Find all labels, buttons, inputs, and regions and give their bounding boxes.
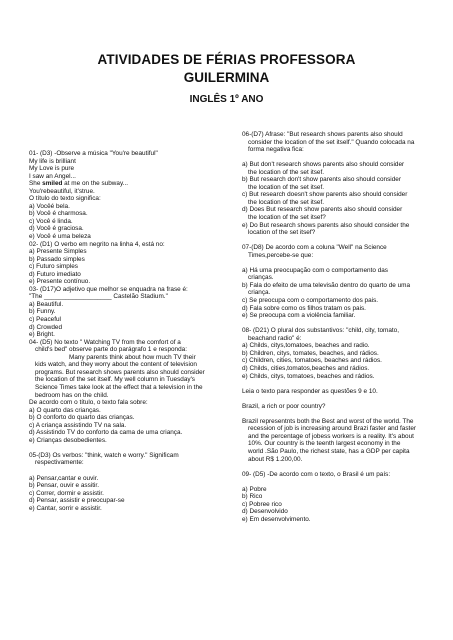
- option-cont: criança.: [248, 289, 271, 297]
- question-5: 05-(D3) Os verbos: "think, watch e worry." Significam: [29, 451, 179, 459]
- passage-line: about R$ 1.200,00.: [248, 455, 303, 463]
- question-7: 07-(D8) De acordo com a coluna "Well" na Science: [242, 244, 387, 252]
- option: a) But don't research shows parents also should consider: [242, 161, 405, 169]
- option: e) Crianças desobedientes.: [29, 436, 107, 444]
- question-8: 08- (D21) O plural dos substantivos: "child, city, tomato,: [242, 327, 400, 335]
- option: b) But research don't show parents also should consider: [242, 176, 401, 184]
- option: c) A criança assistindo TV na sala.: [29, 421, 127, 429]
- question-5-cont: respectivamente:: [35, 459, 84, 467]
- lyric-line: You'rebeautiful, it'strue.: [29, 187, 95, 195]
- option: e) Cantar, sorrir e assistir.: [29, 504, 102, 512]
- option: e) Presente contínuo.: [29, 278, 91, 286]
- option-cont: the location of the set itsef?: [248, 214, 326, 222]
- passage-line: and the percentage of jobess workers is a reality. It's about: [248, 432, 414, 440]
- option-cont: location of the set itsef?: [248, 229, 316, 237]
- option: a) Childs, citys,tomatoes, beaches and radio.: [242, 342, 370, 350]
- passage-line: Brazil representnts both the Best and worst of the world. The: [242, 417, 414, 425]
- option: a) O quarto das crianças.: [29, 406, 101, 414]
- option: d) Futuro imediato: [29, 270, 81, 278]
- option: c) Você é linda.: [29, 217, 73, 225]
- passage-line: bedroom has on the child.: [35, 391, 109, 399]
- option: e) Bright.: [29, 331, 55, 339]
- question-6: 06-(D7) Afrase: "But research shows parents also should: [242, 131, 403, 138]
- option: a) Vocêé bela.: [29, 202, 70, 210]
- passage-line: Many parents think about how much TV their: [69, 353, 196, 361]
- lyric-line: My Love is pure: [29, 165, 75, 173]
- option-cont: crianças.: [248, 274, 274, 282]
- question-2: 02- (D1) O verbo em negrito na linha 4, está no:: [29, 240, 165, 248]
- passage-line: world .São Paulo, the richest state, has a GDP per capita: [248, 447, 410, 455]
- option: e) Do But research shows parents also should consider the: [242, 221, 410, 229]
- option: d) Crowded: [29, 323, 63, 331]
- option: e) Childs, citys, tomatoes, beaches and rádios.: [242, 372, 375, 380]
- question-9: 09- (D5) -De acordo com o texto, o Brasil é um país:: [242, 470, 391, 478]
- option: b) Você é charmosa.: [29, 210, 88, 218]
- question-7-cont: Times,percebe-se que:: [248, 251, 314, 259]
- question-prompt: O título do texto significa:: [29, 195, 101, 203]
- option: b) Passado simples: [29, 255, 85, 263]
- option: b) Children, citys, tomates, beaches, and rádios.: [242, 349, 379, 357]
- question-8-cont: beachand radio" é:: [248, 334, 302, 342]
- lyric-line: I saw an Angel...: [29, 172, 76, 180]
- passage-line: the location of the set itself. My well column in Tuesday's: [35, 376, 195, 384]
- question-6-cont: consider the location of the set itself." Quando colocada na: [248, 138, 415, 146]
- option: d) Pensar, assistir e preocupar-se: [29, 497, 125, 505]
- passage-line: recession of job is increasing around Brazi faster and faster: [248, 425, 417, 433]
- bold-verb: smiled: [42, 180, 63, 188]
- question-1: 01- (D3) -Observe a música "You're beautiful": [29, 150, 158, 157]
- option: b) Rico: [242, 493, 263, 501]
- option: d) Você é graciosa.: [29, 225, 84, 233]
- option: b) O conforto do quarto das crianças.: [29, 414, 135, 422]
- option: c) But research doesn't show parents also should consider: [242, 191, 408, 199]
- option: e) Você é uma beleza: [29, 233, 91, 241]
- option: c) Se preocupa com o comportamento dos pais.: [242, 297, 379, 305]
- left-column: [29, 150, 225, 512]
- page-subtitle: INGLÊS 1º ANO: [189, 94, 264, 105]
- option: b) Funny.: [29, 308, 56, 316]
- lyric-line: My life is brilliant: [29, 157, 76, 165]
- option: d) Assistindo TV do conforto da cama de uma criança.: [29, 429, 183, 437]
- passage-title: Brazil, a rich or poor country?: [242, 402, 326, 410]
- option: b) Pensar, ouvir e assitir.: [29, 482, 99, 490]
- option: a) Presente Simples: [29, 248, 87, 256]
- option: b) Fala do efeito de uma televisão dentro do quarto de uma: [242, 281, 411, 289]
- question-6-cont: forma negativa fica:: [248, 146, 304, 154]
- option-cont: the location of the set itsef.: [248, 198, 325, 206]
- page-title: ATIVIDADES DE FÉRIAS PROFESSORA: [97, 52, 356, 67]
- option: d) Desenvolvido: [242, 508, 288, 516]
- option: c) Children, cities, tomatoes, beaches and rádios.: [242, 357, 382, 365]
- question-4-cont: child's bed" observe parte do parágrafo 1 e responda:: [35, 346, 187, 354]
- passage-line: programs. But research shows parents also should consider: [35, 368, 205, 376]
- option: c) Peaceful: [29, 316, 61, 324]
- option: c) Pobree rico: [242, 500, 282, 508]
- question-4: 04- (D5) No texto " Watching TV from the comfort of a: [29, 338, 181, 346]
- option: a) Pobre: [242, 485, 267, 493]
- option: c) Correr, dormir e assistir.: [29, 489, 104, 497]
- option: a) Beautiful.: [29, 300, 64, 308]
- option: a) Pensar,cantar e ouvir.: [29, 474, 99, 482]
- option-cont: the location of the set itsef.: [248, 168, 325, 176]
- option: e) Em desenvolvimento.: [242, 515, 311, 523]
- option: e) Se preocupa com a violência familiar.: [242, 312, 356, 320]
- option: d) Childs, cities,tomatos,beaches and rádios.: [242, 364, 370, 372]
- page-title-line2: GUILERMINA: [183, 70, 270, 85]
- question-3: 03- (D17)O adjetivo que melhor se enquadra na frase é:: [29, 285, 188, 293]
- passage-line: kids watch, and they worry about the content of television: [35, 361, 197, 369]
- right-column: [242, 131, 440, 523]
- option: c) Futuro simples: [29, 263, 79, 271]
- option: d) Fala sobre como os filhos tratam os pais.: [242, 304, 366, 312]
- question-prompt: De acordo com o título, o texto fala sobre:: [29, 399, 148, 407]
- option: a) Há uma preocupação com o comportamento das: [242, 266, 388, 274]
- passage-line: 10%. Our country is the teenth largest economy in the: [248, 440, 401, 448]
- reading-instruction: Leia o texto para responder as questões 9 e 10.: [242, 387, 378, 395]
- lyric-line: She smiled at me on the subway...: [29, 180, 129, 188]
- passage-line: Science Times take look at the effect that a television in the: [35, 383, 203, 391]
- option-cont: the location of the set itsef.: [248, 183, 325, 191]
- question-sentence: "The ___________________ Castelão Stadium.": [29, 293, 168, 301]
- option: d) Does But research show parents also should consider: [242, 206, 403, 214]
